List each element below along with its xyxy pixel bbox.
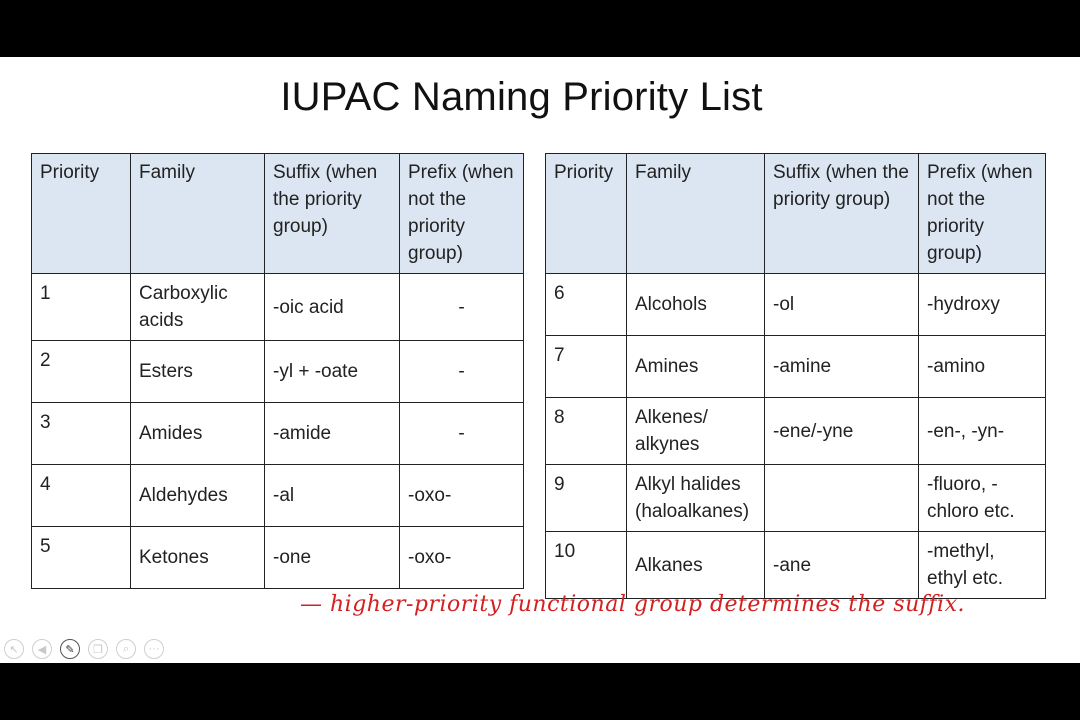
priority-cell: 2 <box>32 341 131 403</box>
zoom-icon[interactable]: ⌕ <box>116 639 136 659</box>
header-suffix: Suffix (when the priority group) <box>265 154 400 274</box>
slide <box>0 57 1080 663</box>
table-header-row <box>546 154 1046 274</box>
prefix-cell: - <box>400 341 524 403</box>
family-cell: Esters <box>131 341 265 403</box>
suffix-cell: -ene/-yne <box>765 398 919 465</box>
header-prefix: Prefix (when not the priority group) <box>919 154 1046 274</box>
pen-icon[interactable]: ✎ <box>60 639 80 659</box>
more-icon[interactable]: ··· <box>144 639 164 659</box>
table-row <box>546 532 1046 599</box>
suffix-cell <box>765 465 919 532</box>
suffix-cell: -ol <box>765 274 919 336</box>
prefix-cell: -fluoro, -chloro etc. <box>919 465 1046 532</box>
table-row <box>32 274 524 341</box>
table-row <box>32 341 524 403</box>
pointer-icon[interactable]: ↖ <box>4 639 24 659</box>
family-cell: Ketones <box>131 527 265 589</box>
back-icon[interactable]: ◀ <box>32 639 52 659</box>
table-row <box>32 527 524 589</box>
suffix-cell: -amine <box>765 336 919 398</box>
family-cell: Alkanes <box>627 532 765 599</box>
priority-table-left <box>31 153 524 589</box>
family-cell: Amines <box>627 336 765 398</box>
prefix-cell: -oxo- <box>400 465 524 527</box>
prefix-cell: -en-, -yn- <box>919 398 1046 465</box>
prefix-cell: -methyl, ethyl etc. <box>919 532 1046 599</box>
suffix-cell: -amide <box>265 403 400 465</box>
priority-cell: 3 <box>32 403 131 465</box>
priority-table-right <box>545 153 1046 599</box>
priority-cell: 10 <box>546 532 627 599</box>
header-priority: Priority <box>32 154 131 274</box>
suffix-cell: -one <box>265 527 400 589</box>
table-row <box>32 403 524 465</box>
prefix-cell: - <box>400 274 524 341</box>
family-cell: Alkyl halides (haloalkanes) <box>627 465 765 532</box>
prefix-cell: -hydroxy <box>919 274 1046 336</box>
suffix-cell: -yl + -oate <box>265 341 400 403</box>
priority-cell: 7 <box>546 336 627 398</box>
priority-cell: 9 <box>546 465 627 532</box>
header-priority: Priority <box>546 154 627 274</box>
suffix-cell: -oic acid <box>265 274 400 341</box>
handwritten-note: — higher-priority functional group determines the suffix. <box>300 592 965 617</box>
priority-cell: 8 <box>546 398 627 465</box>
header-family: Family <box>131 154 265 274</box>
family-cell: Carboxylic acids <box>131 274 265 341</box>
prefix-cell: -oxo- <box>400 527 524 589</box>
table-header-row <box>32 154 524 274</box>
prefix-cell: -amino <box>919 336 1046 398</box>
table-row <box>546 465 1046 532</box>
priority-cell: 4 <box>32 465 131 527</box>
copy-icon[interactable]: ❐ <box>88 639 108 659</box>
prefix-cell: - <box>400 403 524 465</box>
family-cell: Amides <box>131 403 265 465</box>
family-cell: Alkenes/ alkynes <box>627 398 765 465</box>
suffix-cell: -ane <box>765 532 919 599</box>
priority-cell: 1 <box>32 274 131 341</box>
header-prefix: Prefix (when not the priority group) <box>400 154 524 274</box>
presentation-toolbar <box>4 639 164 659</box>
table-row <box>546 274 1046 336</box>
family-cell: Aldehydes <box>131 465 265 527</box>
table-row <box>546 398 1046 465</box>
header-suffix: Suffix (when the priority group) <box>765 154 919 274</box>
header-family: Family <box>627 154 765 274</box>
family-cell: Alcohols <box>627 274 765 336</box>
priority-cell: 5 <box>32 527 131 589</box>
table-row <box>32 465 524 527</box>
table-row <box>546 336 1046 398</box>
priority-cell: 6 <box>546 274 627 336</box>
suffix-cell: -al <box>265 465 400 527</box>
slide-title: IUPAC Naming Priority List <box>280 75 763 119</box>
